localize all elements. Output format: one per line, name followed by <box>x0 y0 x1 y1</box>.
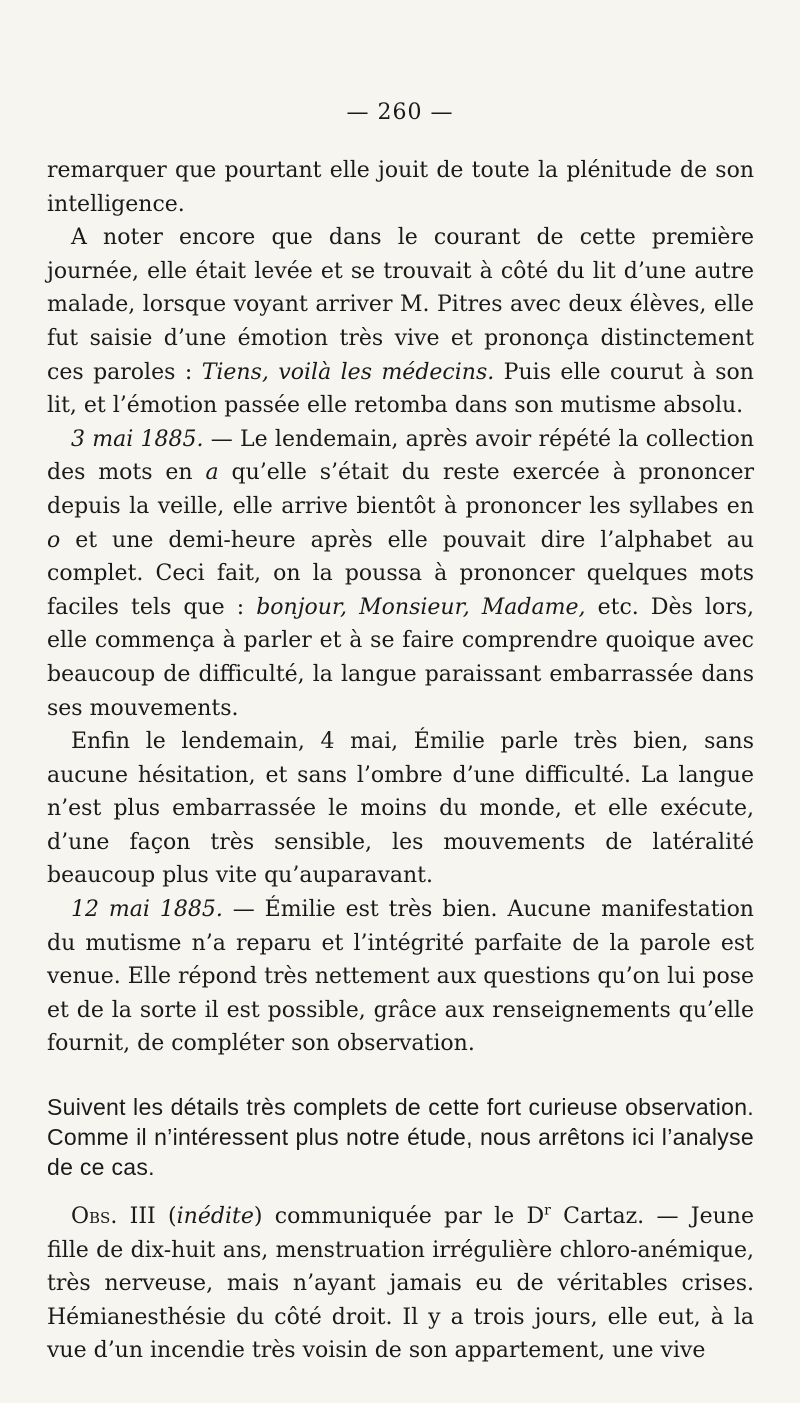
summary-note <box>47 1092 754 1182</box>
paragraph-6: Suivent les détails très complets de cette fort curieuse observation. Comme il n’intéressent plus notre étude, nous arrêtons ici l’analyse de ce cas. <box>47 1094 754 1180</box>
letter-a: a <box>205 460 219 486</box>
paragraph-4: Enfin le lendemain, 4 mai, Émilie parle très bien, sans aucune hésitation, et sans l’ombre d’une difficulté. La langue n’est plus embarrassée le moins du monde, et elle exécute, d’une façon très sensible, les mouvements de latéralité beaucoup plus vite qu’auparavant. <box>47 729 754 889</box>
paragraph-2 <box>47 221 754 423</box>
observation-text <box>47 1200 754 1368</box>
paragraph-3-text-b: qu’elle s’était du reste exercée à prononcer depuis la veille, elle arrive bientôt à prononcer les syllabes en <box>47 460 754 519</box>
doctor-superscript: r <box>544 1202 551 1219</box>
paragraph-3-text-d: etc. Dès lors, elle commença à parler et à se faire comprendre quoique avec beaucoup de difficulté, la langue paraissant embarrassée dans ses mouvements. <box>47 594 754 721</box>
easy-words: bonjour, Monsieur, Madame, <box>256 594 586 620</box>
paragraph-2-end: Puis elle courut à son lit, et l’émotion passée elle retomba dans son mutisme absolu. <box>47 359 754 419</box>
paragraph-7-text-b: Cartaz. — Jeune fille de dix-huit ans, menstruation irrégulière chloro-anémique, très nerveuse, mais n’ayant jamais eu de véritables crises. Hémianesthésie du côté droit. Il y a trois jours, elle eut, à la vue d’un incendie très voisin de son appartement, une vive <box>47 1204 755 1364</box>
paragraph-2-text: A noter encore que dans le courant de cette première journée, elle était levée et se trouvait à côté du lit d’une autre malade, lorsque voyant arriver M. Pitres avec deux élèves, elle fut saisie d’une émotion très vive et prononça distinctement ces paroles : <box>47 225 754 385</box>
paragraph-3 <box>47 423 754 725</box>
paragraph-5-text: — Émilie est très bien. Aucune manifestation du mutisme n’a reparu et l’intégrité parfaite de la parole est venue. Elle répond très nettement aux questions qu’on lui pose et de la sorte il est possible, grâce aux renseignements qu’elle fournit, de compléter son observation. <box>47 897 754 1057</box>
paragraph-1: remarquer que pourtant elle jouit de toute la plénitude de son intelligence. <box>47 158 754 217</box>
paragraph-7: Obs. III (inédite) communiquée par le $D^r$ Cartaz. — Jeune fille de dix-huit ans, menstruation irrégulière chloro-anémique, très nerveuse, mais n’ayant jamais eu de véritables crises. Hémianesthésie du côté droit. Il y a trois jours, elle eut, à la vue d’un incendie très voisin de son appartement, une vive <box>47 1202 755 1364</box>
paragraph-5 <box>47 893 754 1061</box>
quoted-words: Tiens, voilà les médecins. <box>201 359 495 385</box>
page-number: — 260 — <box>346 100 454 125</box>
paragraph-3-text-a: — Le lendemain, après avoir répété la collection des mots en <box>47 426 754 486</box>
date-may-12: 12 mai 1885. <box>71 897 223 923</box>
letter-o: o <box>47 527 61 553</box>
observation-label: Obs. III <box>71 1204 156 1229</box>
date-may-3: 3 mai 1885. <box>71 426 204 452</box>
inedite-label: inédite <box>176 1204 254 1229</box>
paragraph-7-text-a: communiquée par le D <box>262 1204 545 1229</box>
paragraph-3-text-c: et une demi-heure après elle pouvait dire l’alphabet au complet. Ceci fait, on la poussa à prononcer quelques mots faciles tels que : <box>47 527 754 620</box>
body-text <box>47 154 754 1061</box>
